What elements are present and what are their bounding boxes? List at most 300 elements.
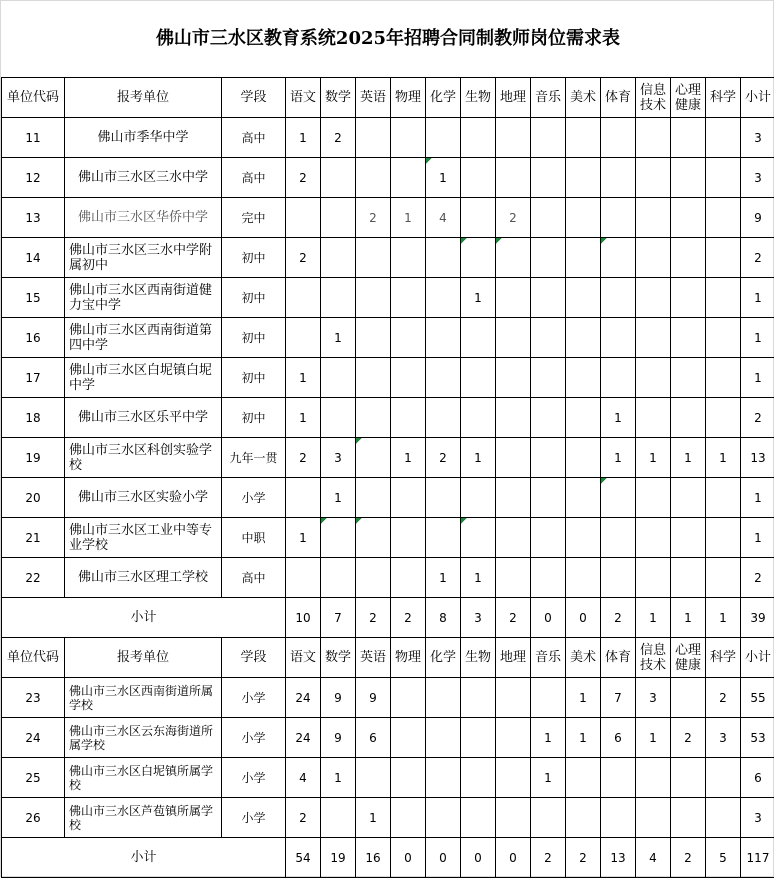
table-row [2,518,774,558]
count-science: 1 [706,438,741,478]
count-chemistry: 2 [426,438,461,478]
count-math [321,158,356,198]
count-biology: 1 [461,558,496,598]
count-physics [391,398,426,438]
row-total-cell: 6 [741,758,774,798]
count-math: 1 [321,758,356,798]
school-stage-cell: 初中 [222,358,286,398]
school-stage-cell: 小学 [222,798,286,838]
count-chinese: 4 [286,758,321,798]
count-biology [461,478,496,518]
count-chemistry [426,238,461,278]
count-music [531,678,566,718]
subtotal-cell: 2 [356,598,391,638]
unit-name-cell: 佛山市三水区科创实验学校 [65,438,222,478]
subtotal-cell: 0 [531,598,566,638]
subtotal-cell: 54 [286,838,321,878]
count-science [706,558,741,598]
count-chemistry: 1 [426,558,461,598]
table-row [2,238,774,278]
count-pe [601,758,636,798]
row-total-cell: 9 [741,198,774,238]
unit-name-cell: 佛山市三水区实验小学 [65,478,222,518]
school-stage-cell: 高中 [222,558,286,598]
count-geography [496,358,531,398]
subtotal-cell: 0 [391,838,426,878]
count-english [356,118,391,158]
count-it [636,118,671,158]
count-psych [671,318,706,358]
count-art [566,318,601,358]
count-psych: 1 [671,438,706,478]
column-header: 英语 [356,638,391,678]
count-physics [391,518,426,558]
subtotal-cell: 2 [566,838,601,878]
column-header: 地理 [496,638,531,678]
column-header: 物理 [391,638,426,678]
count-music [531,398,566,438]
unit-code-cell: 23 [2,678,65,718]
count-science [706,198,741,238]
count-science [706,398,741,438]
count-art [566,118,601,158]
count-chemistry [426,798,461,838]
unit-name-cell: 佛山市三水区华侨中学 [65,198,222,238]
count-art [566,518,601,558]
column-header: 语文 [286,638,321,678]
count-music [531,358,566,398]
count-pe [601,238,636,278]
count-biology [461,158,496,198]
column-header: 音乐 [531,78,566,118]
subtotal-cell: 13 [601,838,636,878]
count-pe [601,158,636,198]
school-stage-cell: 高中 [222,118,286,158]
unit-name-cell: 佛山市三水区三水中学附属初中 [65,238,222,278]
subtotal-cell: 2 [531,838,566,878]
school-stage-cell: 中职 [222,518,286,558]
school-stage-cell: 初中 [222,278,286,318]
count-biology [461,238,496,278]
count-chinese [286,558,321,598]
count-physics [391,278,426,318]
count-science [706,318,741,358]
count-physics: 1 [391,198,426,238]
subtotal-cell: 10 [286,598,321,638]
school-stage-cell: 小学 [222,478,286,518]
count-pe: 1 [601,398,636,438]
count-music [531,318,566,358]
table-row [2,558,774,598]
section2-subtotal-row [2,838,774,878]
count-psych [671,238,706,278]
count-english: 2 [356,198,391,238]
count-music: 1 [531,718,566,758]
row-total-cell: 2 [741,398,774,438]
count-math [321,558,356,598]
school-stage-cell: 小学 [222,678,286,718]
count-geography [496,518,531,558]
subtotal-cell: 2 [671,838,706,878]
unit-code-cell: 12 [2,158,65,198]
count-pe [601,278,636,318]
table-row [2,398,774,438]
count-psych [671,198,706,238]
row-total-cell: 1 [741,518,774,558]
count-geography [496,478,531,518]
count-english [356,238,391,278]
count-math: 9 [321,678,356,718]
count-biology [461,358,496,398]
count-chinese [286,198,321,238]
count-psych [671,118,706,158]
count-chemistry: 1 [426,158,461,198]
row-total-cell: 1 [741,318,774,358]
count-english [356,158,391,198]
count-psych [671,158,706,198]
column-header: 地理 [496,78,531,118]
page-title: 佛山市三水区教育系统2025年招聘合同制教师岗位需求表 [1,1,774,77]
count-chinese [286,318,321,358]
count-art [566,158,601,198]
count-biology [461,318,496,358]
count-science [706,158,741,198]
count-physics [391,158,426,198]
school-stage-cell: 完中 [222,198,286,238]
count-it [636,198,671,238]
count-it [636,518,671,558]
row-total-cell: 2 [741,238,774,278]
column-header: 单位代码 [2,638,65,678]
count-science: 2 [706,678,741,718]
count-chemistry [426,718,461,758]
column-header: 学段 [222,78,286,118]
count-music [531,118,566,158]
count-physics [391,118,426,158]
table-row [2,758,774,798]
count-music [531,478,566,518]
count-math [321,238,356,278]
subtotal-cell: 16 [356,838,391,878]
subtotal-cell: 2 [391,598,426,638]
count-geography: 2 [496,198,531,238]
count-science: 3 [706,718,741,758]
count-math [321,198,356,238]
count-pe [601,198,636,238]
count-psych [671,678,706,718]
count-physics [391,758,426,798]
count-art [566,398,601,438]
count-science [706,798,741,838]
table-row [2,478,774,518]
count-science [706,118,741,158]
count-physics [391,478,426,518]
count-psych [671,358,706,398]
unit-name-cell: 佛山市三水区白坭镇白坭中学 [65,358,222,398]
count-physics [391,678,426,718]
subtotal-cell: 3 [461,598,496,638]
count-chinese: 2 [286,798,321,838]
count-art [566,438,601,478]
count-physics [391,798,426,838]
count-art [566,198,601,238]
count-english [356,438,391,478]
count-physics [391,358,426,398]
unit-name-cell: 佛山市三水区白坭镇所属学校 [65,758,222,798]
column-header: 数学 [321,638,356,678]
count-art [566,798,601,838]
column-header: 体育 [601,638,636,678]
school-stage-cell: 高中 [222,158,286,198]
subtotal-cell: 39 [741,598,774,638]
unit-code-cell: 22 [2,558,65,598]
column-header: 单位代码 [2,78,65,118]
row-total-cell: 13 [741,438,774,478]
unit-code-cell: 17 [2,358,65,398]
column-header: 科学 [706,78,741,118]
column-header: 信息技术 [636,78,671,118]
count-english: 9 [356,678,391,718]
count-geography [496,718,531,758]
count-pe [601,518,636,558]
subtotal-cell: 1 [671,598,706,638]
subtotal-cell: 0 [426,838,461,878]
count-it: 1 [636,438,671,478]
table-row [2,438,774,478]
count-music [531,438,566,478]
count-psych [671,278,706,318]
count-it [636,318,671,358]
count-pe [601,558,636,598]
subtotal-cell: 0 [496,838,531,878]
subtotal-label: 小计 [2,838,286,878]
count-chinese: 1 [286,398,321,438]
count-geography [496,238,531,278]
subtotal-cell: 4 [636,838,671,878]
count-math [321,278,356,318]
count-chemistry [426,398,461,438]
count-biology [461,198,496,238]
count-geography [496,158,531,198]
count-pe: 1 [601,438,636,478]
column-header: 语文 [286,78,321,118]
school-stage-cell: 初中 [222,398,286,438]
unit-name-cell: 佛山市三水区芦苞镇所属学校 [65,798,222,838]
count-math: 3 [321,438,356,478]
unit-name-cell: 佛山市三水区理工学校 [65,558,222,598]
count-chinese: 2 [286,158,321,198]
count-art: 1 [566,678,601,718]
column-header: 化学 [426,638,461,678]
count-biology [461,718,496,758]
count-geography [496,758,531,798]
row-total-cell: 1 [741,358,774,398]
count-it [636,238,671,278]
count-physics [391,238,426,278]
unit-code-cell: 25 [2,758,65,798]
count-art [566,278,601,318]
column-header: 科学 [706,638,741,678]
count-chemistry [426,758,461,798]
school-stage-cell: 初中 [222,318,286,358]
count-psych [671,478,706,518]
row-total-cell: 2 [741,558,774,598]
count-chemistry [426,318,461,358]
count-physics: 1 [391,438,426,478]
unit-code-cell: 21 [2,518,65,558]
school-stage-cell: 初中 [222,238,286,278]
subtotal-cell: 1 [636,598,671,638]
count-music [531,158,566,198]
count-chemistry [426,118,461,158]
row-total-cell: 3 [741,158,774,198]
count-chinese: 24 [286,678,321,718]
unit-code-cell: 11 [2,118,65,158]
count-biology [461,798,496,838]
count-math: 2 [321,118,356,158]
count-art [566,758,601,798]
count-math: 9 [321,718,356,758]
count-pe [601,318,636,358]
recruitment-table [1,77,774,878]
table-row [2,318,774,358]
column-header: 美术 [566,78,601,118]
count-science [706,478,741,518]
count-geography [496,438,531,478]
count-psych [671,758,706,798]
count-chemistry: 4 [426,198,461,238]
row-total-cell: 1 [741,278,774,318]
column-header: 生物 [461,78,496,118]
column-header: 物理 [391,78,426,118]
count-art [566,358,601,398]
unit-code-cell: 14 [2,238,65,278]
count-science [706,238,741,278]
column-header: 数学 [321,78,356,118]
count-art [566,238,601,278]
count-psych [671,398,706,438]
row-total-cell: 1 [741,478,774,518]
column-header: 报考单位 [65,78,222,118]
count-biology [461,678,496,718]
count-biology: 1 [461,438,496,478]
count-english [356,398,391,438]
school-stage-cell: 小学 [222,758,286,798]
unit-code-cell: 26 [2,798,65,838]
count-physics [391,718,426,758]
count-science [706,358,741,398]
count-it [636,358,671,398]
unit-name-cell: 佛山市三水区乐平中学 [65,398,222,438]
count-biology [461,758,496,798]
count-english [356,358,391,398]
count-art: 1 [566,718,601,758]
row-total-cell: 53 [741,718,774,758]
table-row [2,198,774,238]
count-biology [461,118,496,158]
count-it [636,798,671,838]
count-psych: 2 [671,718,706,758]
count-it [636,278,671,318]
count-pe: 7 [601,678,636,718]
school-stage-cell: 九年一贯 [222,438,286,478]
subtotal-cell: 5 [706,838,741,878]
count-geography [496,798,531,838]
count-psych [671,798,706,838]
unit-name-cell: 佛山市三水区云东海街道所属学校 [65,718,222,758]
column-header: 音乐 [531,638,566,678]
count-it [636,758,671,798]
count-english [356,478,391,518]
unit-code-cell: 13 [2,198,65,238]
count-music [531,238,566,278]
subtotal-cell: 8 [426,598,461,638]
count-it [636,478,671,518]
count-science [706,518,741,558]
column-header: 心理健康 [671,78,706,118]
column-header: 信息技术 [636,638,671,678]
count-it: 1 [636,718,671,758]
column-header: 英语 [356,78,391,118]
column-header: 小计 [741,638,774,678]
count-music [531,278,566,318]
table-row [2,358,774,398]
subtotal-cell: 1 [706,598,741,638]
unit-code-cell: 16 [2,318,65,358]
count-it [636,398,671,438]
unit-name-cell: 佛山市季华中学 [65,118,222,158]
subtotal-cell: 19 [321,838,356,878]
section1-header-row [2,78,774,118]
count-biology [461,398,496,438]
count-art [566,558,601,598]
count-chemistry [426,478,461,518]
count-music [531,558,566,598]
unit-code-cell: 24 [2,718,65,758]
table-row [2,278,774,318]
row-total-cell: 55 [741,678,774,718]
count-chinese: 1 [286,518,321,558]
count-math [321,358,356,398]
count-chemistry [426,518,461,558]
count-biology [461,518,496,558]
column-header: 化学 [426,78,461,118]
unit-code-cell: 15 [2,278,65,318]
column-header: 学段 [222,638,286,678]
unit-code-cell: 18 [2,398,65,438]
count-math [321,518,356,558]
count-chemistry [426,278,461,318]
section2-header-row [2,638,774,678]
subtotal-cell: 7 [321,598,356,638]
subtotal-cell: 2 [601,598,636,638]
count-biology: 1 [461,278,496,318]
column-header: 美术 [566,638,601,678]
column-header: 报考单位 [65,638,222,678]
count-music: 1 [531,758,566,798]
subtotal-label: 小计 [2,598,286,638]
unit-name-cell: 佛山市三水区西南街道第四中学 [65,318,222,358]
count-geography [496,118,531,158]
table-row [2,158,774,198]
count-pe [601,798,636,838]
count-chinese [286,278,321,318]
count-music [531,798,566,838]
count-math [321,798,356,838]
unit-name-cell: 佛山市三水区工业中等专业学校 [65,518,222,558]
column-header: 体育 [601,78,636,118]
count-psych [671,558,706,598]
